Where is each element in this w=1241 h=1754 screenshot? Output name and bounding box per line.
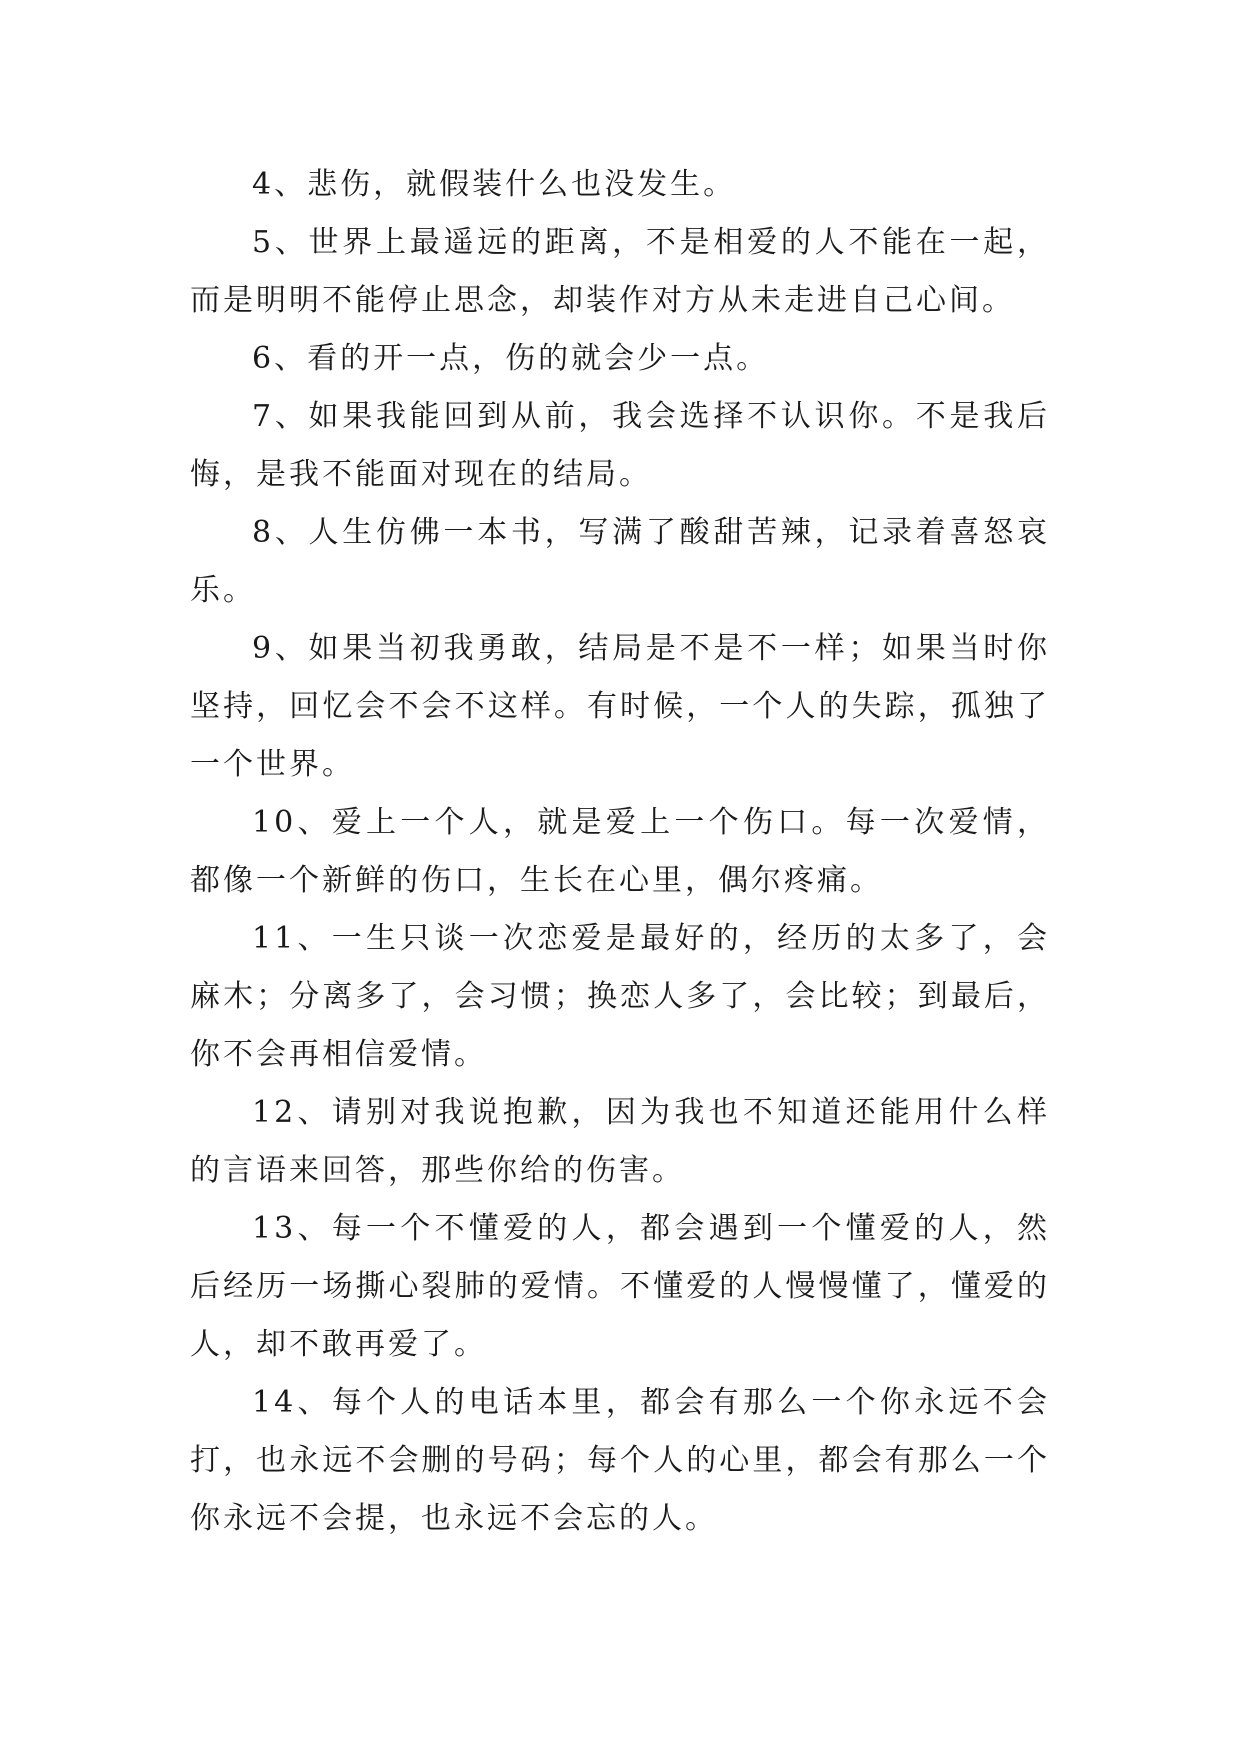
paragraph-13: 13、每一个不懂爱的人，都会遇到一个懂爱的人，然后经历一场撕心裂肺的爱情。不懂爱的人慢慢懂了，懂爱的人，却不敢再爱了。 (190, 1211, 1050, 1362)
paragraph-4: 4、悲伤，就假装什么也没发生。 (252, 167, 737, 202)
paragraph-9: 9、如果当初我勇敢，结局是不是不一样；如果当时你坚持，回忆会不会不这样。有时候，一个人的失踪，孤独了一个世界。 (190, 631, 1050, 782)
paragraph-14: 14、每个人的电话本里，都会有那么一个你永远不会打，也永远不会删的号码；每个人的心里，都会有那么一个你永远不会提，也永远不会忘的人。 (190, 1385, 1050, 1536)
paragraph-11: 11、一生只谈一次恋爱是最好的，经历的太多了，会麻木；分离多了，会习惯；换恋人多了，会比较；到最后，你不会再相信爱情。 (190, 921, 1050, 1072)
paragraph-12: 12、请别对我说抱歉，因为我也不知道还能用什么样的言语来回答，那些你给的伤害。 (190, 1095, 1050, 1188)
paragraph-6: 6、看的开一点，伤的就会少一点。 (252, 341, 770, 376)
paragraph-5: 5、世界上最遥远的距离，不是相爱的人不能在一起，而是明明不能停止思念，却装作对方从未走进自己心间。 (190, 225, 1050, 318)
paragraph-10: 10、爱上一个人，就是爱上一个伤口。每一次爱情，都像一个新鲜的伤口，生长在心里，偶尔疼痛。 (190, 805, 1050, 898)
paragraph-7: 7、如果我能回到从前，我会选择不认识你。不是我后悔，是我不能面对现在的结局。 (190, 399, 1050, 492)
document-body (190, 156, 1050, 1548)
paragraph-8: 8、人生仿佛一本书，写满了酸甜苦辣，记录着喜怒哀乐。 (190, 515, 1050, 608)
